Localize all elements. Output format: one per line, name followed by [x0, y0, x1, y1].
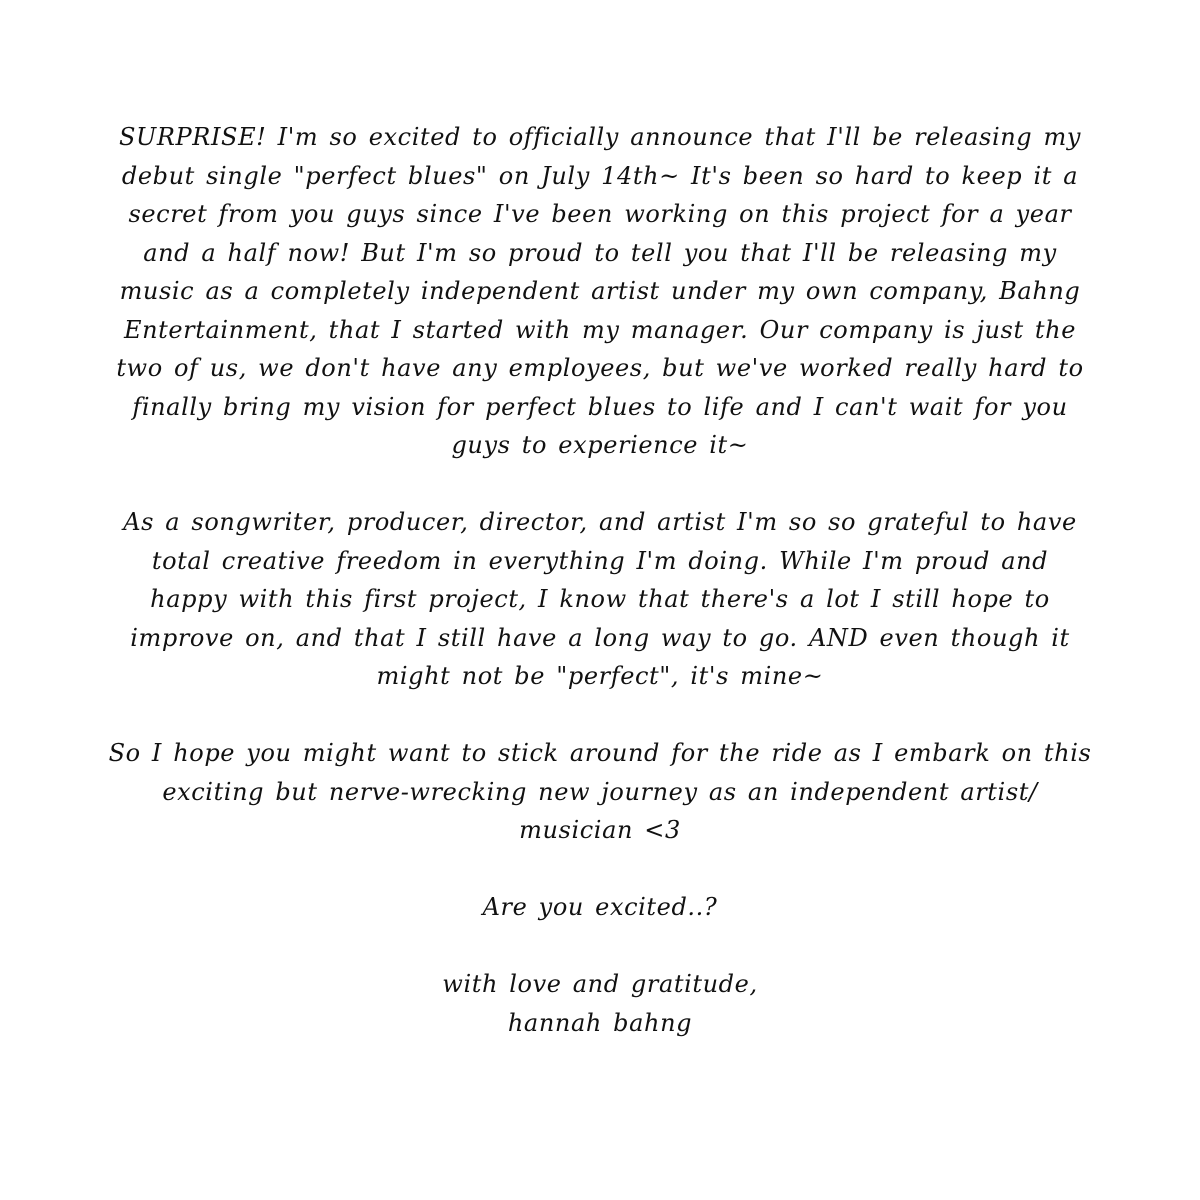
letter-line: music as a completely independent artist under my own company, Bahng	[119, 277, 1081, 305]
letter-line: happy with this first project, I know that there's a lot I still hope to	[150, 585, 1050, 613]
paragraph-announcement	[90, 118, 1110, 465]
paragraph-gap	[90, 696, 1110, 735]
paragraph-gap	[90, 927, 1110, 966]
letter-line: secret from you guys since I've been working on this project for a year	[128, 200, 1072, 228]
letter-line: So I hope you might want to stick around for the ride as I embark on this	[108, 739, 1092, 767]
letter-signoff	[90, 965, 1110, 1042]
letter-line: finally bring my vision for perfect blues to life and I can't wait for you	[132, 392, 1068, 421]
paragraph-question	[90, 888, 1110, 927]
letter-line: exciting but nerve-wrecking new journey as an independent artist/	[162, 777, 1038, 806]
paragraph-gap	[90, 850, 1110, 889]
letter-line: debut single "perfect blues" on July 14th~ It's been so hard to keep it a	[121, 161, 1079, 190]
paragraph-journey	[90, 734, 1110, 850]
letter-line: guys to experience it~	[451, 431, 749, 459]
signoff-closing: with love and gratitude,	[442, 970, 758, 998]
letter-line: might not be "perfect", it's mine~	[376, 662, 824, 690]
letter-line: two of us, we don't have any employees, but we've worked really hard to	[116, 354, 1084, 382]
paragraph-gap	[90, 465, 1110, 504]
letter-line: improve on, and that I still have a long way to go. AND even though it	[130, 623, 1070, 652]
letter-line: and a half now! But I'm so proud to tell you that I'll be releasing my	[143, 238, 1057, 267]
letter-line: SURPRISE! I'm so excited to officially announce that I'll be releasing my	[118, 123, 1082, 151]
letter-line: As a songwriter, producer, director, and artist I'm so so grateful to have	[123, 508, 1077, 536]
handwritten-letter	[90, 118, 1110, 1042]
paragraph-gratitude	[90, 503, 1110, 696]
letter-line: Entertainment, that I started with my manager. Our company is just the	[123, 315, 1077, 344]
letter-line: musician <3	[519, 816, 681, 844]
letter-line: Are you excited..?	[482, 893, 718, 921]
signoff-name: hannah bahng	[507, 1008, 693, 1037]
letter-line: total creative freedom in everything I'm doing. While I'm proud and	[151, 546, 1049, 575]
